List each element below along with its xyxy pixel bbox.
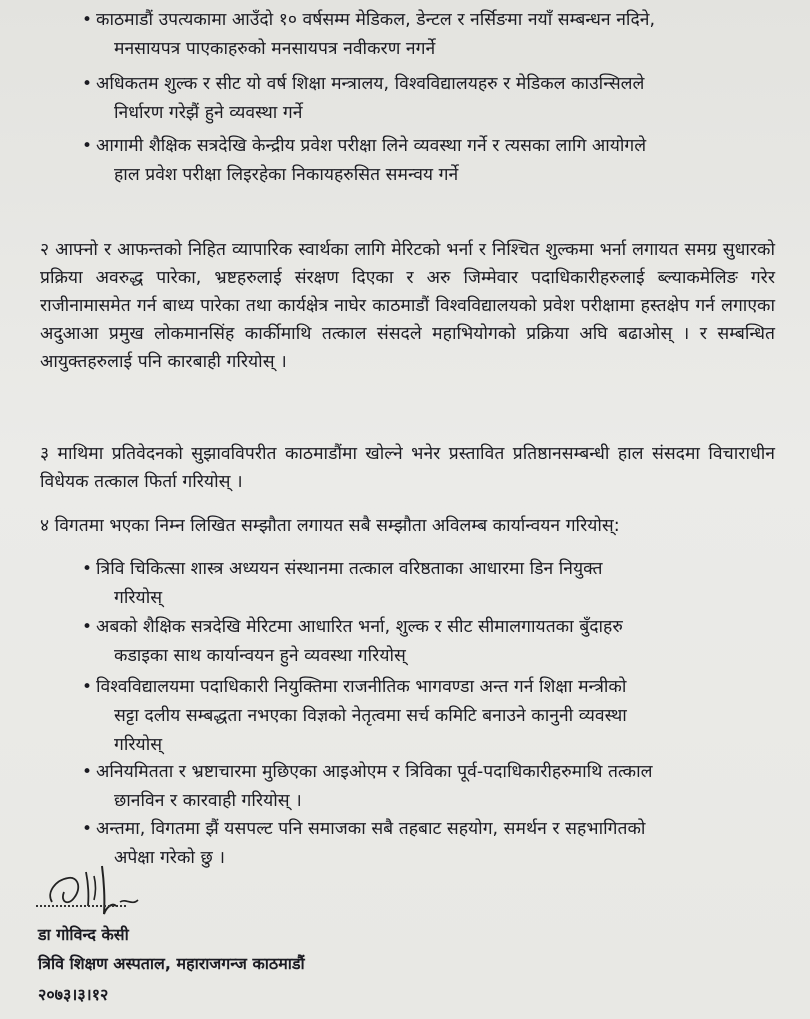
list-item	[82, 613, 772, 671]
bullet-icon: •	[82, 136, 93, 156]
bullet-line: आगामी शैक्षिक सत्रदेखि केन्द्रीय प्रवेश परीक्षा लिने व्यवस्था गर्ने र त्यसका लागि आयोगले	[96, 136, 647, 156]
signatory-name: डा गोविन्द केसी	[38, 925, 129, 944]
paragraph-4: ४ विगतमा भएका निम्न लिखित सम्झौता लगायत सबै सम्झौता अविलम्ब कार्यान्वयन गरियोस्:	[40, 516, 620, 536]
list-item	[82, 815, 772, 873]
bullet-line: अन्तमा, विगतमा झैं यसपल्ट पनि समाजका सबै तहबाट सहयोग, समर्थन र सहभागितको	[96, 819, 646, 839]
signature-line	[36, 905, 126, 907]
bullet-line: निर्धारण गरेझैं हुने व्यवस्था गर्ने	[114, 103, 303, 123]
bullet-icon: •	[82, 559, 93, 579]
bullet-line: गरियोस्	[114, 588, 163, 608]
bullet-icon: •	[82, 74, 93, 94]
list-item	[82, 758, 772, 816]
paragraph-3: ३ माथिमा प्रतिवेदनको सुझावविपरीत काठमाडौंमा खोल्ने भनेर प्रस्तावित प्रतिष्ठानसम्बन्धी हाल संसदमा विचाराधीन विधेयक तत्काल फिर्ता गरियोस् ।	[40, 444, 775, 492]
bullet-icon: •	[82, 617, 93, 637]
bullet-line: गरियोस्	[114, 735, 163, 755]
paragraph-2: २ आफ्नो र आफन्तको निहित व्यापारिक स्वार्थका लागि मेरिटको भर्ना र निश्चित शुल्कमा भर्ना लगायत समग्र सुधारको प्रक्रिया अवरुद्ध पारेका, भ्रष्टहरुलाई संरक्षण दिएका र अरु जिम्मेवार पदाधिकारीहरुलाई ब्ल्याकमेलिङ गरेर राजीनामासमेत गर्न बाध्य पारेका तथा कार्यक्षेत्र नाघेर काठमाडौं विश्वविद्यालयको प्रवेश परीक्षामा हस्तक्षेप गर्न लगाएका अदुआआ प्रमुख लोकमानसिंह कार्कीमाथि तत्काल संसदले महाभियोगको प्रक्रिया अघि बढाओस् । र सम्बन्धित आयुक्तहरुलाई पनि कारबाही गरियोस् ।	[40, 240, 775, 372]
bullet-line: अधिकतम शुल्क र सीट यो वर्ष शिक्षा मन्त्रालय, विश्वविद्यालयहरु र मेडिकल काउन्सिलले	[96, 74, 645, 94]
bullet-line: अबको शैक्षिक सत्रदेखि मेरिटमा आधारित भर्ना, शुल्क र सीट सीमालगायतका बुँदाहरु	[96, 617, 623, 637]
letter-date: २०७३।३।१२	[38, 985, 109, 1004]
bullet-line: त्रिवि चिकित्सा शास्त्र अध्ययन संस्थानमा तत्काल वरिष्ठताका आधारमा डिन नियुक्त	[96, 559, 603, 579]
list-item	[82, 6, 772, 64]
bullet-line: सट्टा दलीय सम्बद्धता नभएका विज्ञको नेतृत्वमा सर्च कमिटि बनाउने कानुनी व्यवस्था	[114, 706, 627, 726]
bullet-line: विश्वविद्यालयमा पदाधिकारी नियुक्तिमा राजनीतिक भागवण्डा अन्त गर्न शिक्षा मन्त्रीको	[96, 677, 627, 697]
list-item	[82, 70, 772, 128]
bullet-line: कडाइका साथ कार्यान्वयन हुने व्यवस्था गरियोस्	[114, 646, 406, 666]
signatory-affiliation: त्रिवि शिक्षण अस्पताल, महाराजगन्ज काठमाडौं	[38, 954, 305, 973]
list-item	[82, 555, 772, 613]
bullet-line: काठमाडौं उपत्यकामा आउँदो १० वर्षसम्म मेडिकल, डेन्टल र नर्सिङमा नयाँ सम्बन्धन नदिने,	[96, 10, 656, 30]
bullet-icon: •	[82, 677, 93, 697]
list-item	[82, 673, 772, 760]
bullet-line: छानविन र कारवाही गरियोस् ।	[114, 791, 302, 811]
bullet-line: अनियमितता र भ्रष्टाचारमा मुछिएका आइओएम र त्रिविका पूर्व-पदाधिकारीहरुमाथि तत्काल	[96, 762, 653, 782]
bullet-icon: •	[82, 819, 93, 839]
bullet-icon: •	[82, 10, 93, 30]
list-item	[82, 132, 772, 190]
handwritten-signature	[42, 862, 152, 920]
bullet-line: अपेक्षा गरेको छु ।	[114, 848, 225, 868]
bullet-line: मनसायपत्र पाएकाहरुको मनसायपत्र नवीकरण नगर्ने	[114, 39, 436, 59]
bullet-icon: •	[82, 762, 93, 782]
bullet-line: हाल प्रवेश परीक्षा लिइरहेका निकायहरुसित समन्वय गर्ने	[114, 165, 459, 185]
